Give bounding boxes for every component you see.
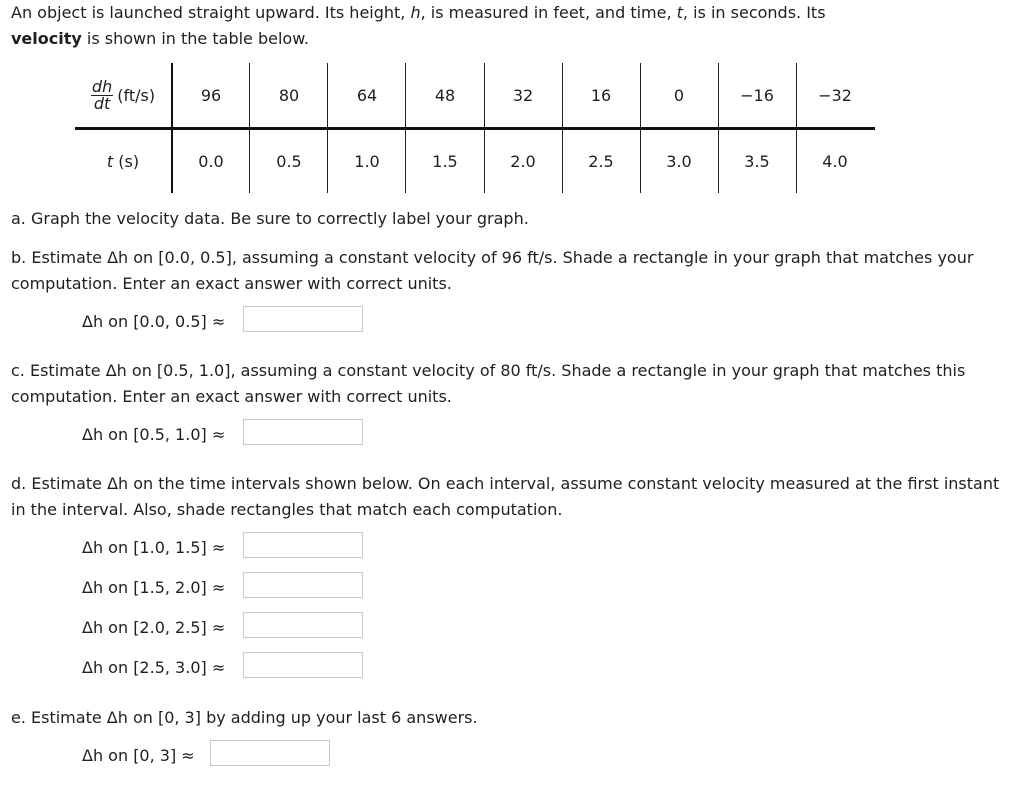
answer-row-e — [82, 740, 195, 770]
time-unit: (s) — [118, 151, 140, 171]
table-column-divider — [405, 63, 406, 193]
answer-label: Δh on [0, 3] ≈ — [82, 745, 195, 765]
row-header-velocity — [75, 73, 171, 117]
table-cell: 96 — [200, 86, 222, 105]
intro-text: , is measured in feet, and time, — [420, 3, 677, 22]
table-cell: −32 — [818, 86, 852, 105]
table-cell: 1.0 — [354, 152, 380, 171]
answer-row-d4 — [82, 652, 225, 682]
table-cell: 2.0 — [510, 152, 536, 171]
answer-input-e[interactable] — [210, 740, 330, 766]
intro-text: An object is launched straight upward. Its height, — [11, 3, 411, 22]
derivative-fraction: $\frac{dh}{dt}$ — [91, 76, 113, 113]
velocity-unit: (ft/s) — [117, 85, 156, 105]
answer-row-d3 — [82, 612, 225, 642]
time-var: t — [106, 151, 114, 171]
table-cell: 16 — [590, 86, 612, 105]
table-cell: 64 — [356, 86, 378, 105]
answer-row-c — [82, 419, 225, 449]
table-cell: 3.0 — [666, 152, 692, 171]
table-cell: 0.5 — [276, 152, 302, 171]
table-cell: 80 — [278, 86, 300, 105]
table-column-divider — [327, 63, 328, 193]
table-column-divider — [171, 63, 173, 193]
var-h: h — [410, 3, 421, 22]
answer-label: Δh on [0.0, 0.5] ≈ — [82, 311, 226, 331]
answer-input-b[interactable] — [243, 306, 363, 332]
part-c-text: c. Estimate Δh on [0.5, 1.0], assuming a constant velocity of 80 ft/s. Shade a rectangle in your graph that matches this computation. Enter an exact answer with correct units. — [11, 361, 966, 406]
table-column-divider — [718, 63, 719, 193]
intro-text: , is in seconds. Its — [682, 3, 826, 22]
velocity-bold: velocity — [11, 29, 82, 48]
answer-label: Δh on [0.5, 1.0] ≈ — [82, 424, 226, 444]
table-cell: 4.0 — [822, 152, 848, 171]
problem-intro — [11, 0, 1011, 52]
answer-label: Δh on [2.0, 2.5] ≈ — [82, 617, 226, 637]
velocity-table — [75, 63, 875, 193]
table-cell: 0.0 — [198, 152, 224, 171]
part-d-text: d. Estimate Δh on the time intervals shown below. On each interval, assume constant velocity measured at the first instant in the interval. Also, shade rectangles that match each computation. — [11, 474, 1000, 519]
answer-row-d1 — [82, 532, 225, 562]
table-cell: 1.5 — [432, 152, 458, 171]
answer-row-d2 — [82, 572, 225, 602]
table-cell: 0 — [673, 86, 685, 105]
answer-input-d3[interactable] — [243, 612, 363, 638]
answer-label: Δh on [1.0, 1.5] ≈ — [82, 537, 226, 557]
intro-text: is shown in the table below. — [81, 29, 309, 48]
table-column-divider — [796, 63, 797, 193]
table-cell: 48 — [434, 86, 456, 105]
table-cell: −16 — [740, 86, 774, 105]
answer-input-d2[interactable] — [243, 572, 363, 598]
part-a-text: a. Graph the velocity data. Be sure to correctly label your graph. — [11, 209, 529, 228]
table-column-divider — [640, 63, 641, 193]
table-cell: 32 — [512, 86, 534, 105]
part-e-text: e. Estimate Δh on [0, 3] by adding up your last 6 answers. — [11, 708, 478, 727]
table-column-divider — [249, 63, 250, 193]
answer-label: Δh on [2.5, 3.0] ≈ — [82, 657, 226, 677]
row-header-time — [75, 141, 171, 181]
answer-input-d1[interactable] — [243, 532, 363, 558]
table-column-divider — [562, 63, 563, 193]
table-column-divider — [484, 63, 485, 193]
answer-input-d4[interactable] — [243, 652, 363, 678]
var-t: t — [676, 3, 683, 22]
answer-row-b — [82, 306, 225, 336]
table-cell: 3.5 — [744, 152, 770, 171]
answer-label: Δh on [1.5, 2.0] ≈ — [82, 577, 226, 597]
table-cell: 2.5 — [588, 152, 614, 171]
answer-input-c[interactable] — [243, 419, 363, 445]
table-divider — [75, 127, 875, 130]
part-b-text: b. Estimate Δh on [0.0, 0.5], assuming a constant velocity of 96 ft/s. Shade a rectangle in your graph that matches your computation. Enter an exact answer with correct units. — [11, 248, 974, 293]
